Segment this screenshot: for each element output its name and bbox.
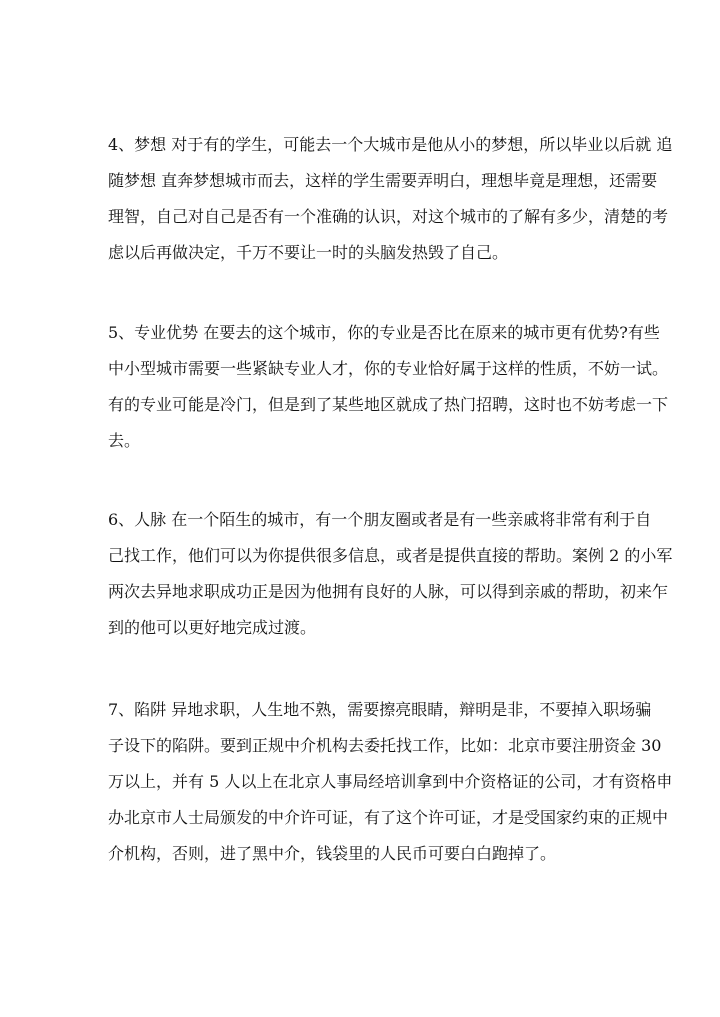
text-line: 己找工作，他们可以为你提供很多信息，或者是提供直接的帮助。案例 2 的小军 <box>108 546 673 565</box>
paragraph-traps <box>108 692 673 872</box>
text-line: 有的专业可能是冷门，但是到了某些地区就成了热门招聘，这时也不妨考虑一下 <box>108 395 669 414</box>
text-line: 虑以后再做决定，千万不要让一时的头脑发热毁了自己。 <box>108 243 509 262</box>
text-line: 去。 <box>108 431 141 450</box>
text-line: 6、人脉 在一个陌生的城市，有一个朋友圈或者是有一些亲戚将非常有利于自 <box>108 510 652 529</box>
text-line: 随梦想 直奔梦想城市而去，这样的学生需要弄明白，理想毕竟是理想，还需要 <box>108 171 658 190</box>
text-line: 两次去异地求职成功正是因为他拥有良好的人脉，可以得到亲戚的帮助，初来乍 <box>108 582 669 601</box>
text-line: 万以上，并有 5 人以上在北京人事局经培训拿到中介资格证的公司，才有资格申 <box>108 772 673 791</box>
text-line: 4、梦想 对于有的学生，可能去一个大城市是他从小的梦想，所以毕业以后就 追 <box>108 135 673 154</box>
text-line: 办北京市人士局颁发的中介许可证，有了这个许可证，才是受国家约束的正规中 <box>108 808 669 827</box>
paragraph-professional-advantage <box>108 315 669 459</box>
paragraph-connections <box>108 502 673 646</box>
text-line: 到的他可以更好地完成过渡。 <box>108 618 317 637</box>
paragraph-dream <box>108 127 673 271</box>
text-line: 理智，自己对自己是否有一个准确的认识，对这个城市的了解有多少，清楚的考 <box>108 207 669 226</box>
text-line: 5、专业优势 在要去的这个城市，你的专业是否比在原来的城市更有优势?有些 <box>108 323 660 342</box>
text-line: 介机构，否则，进了黑中介，钱袋里的人民币可要白白跑掉了。 <box>108 844 557 863</box>
text-line: 子设下的陷阱。要到正规中介机构去委托找工作，比如：北京市要注册资金 30 <box>108 736 662 755</box>
text-line: 7、陷阱 异地求职，人生地不熟，需要擦亮眼睛，辩明是非，不要掉入职场骗 <box>108 700 652 719</box>
text-line: 中小型城市需要一些紧缺专业人才，你的专业恰好属于这样的性质，不妨一试。 <box>108 359 669 378</box>
